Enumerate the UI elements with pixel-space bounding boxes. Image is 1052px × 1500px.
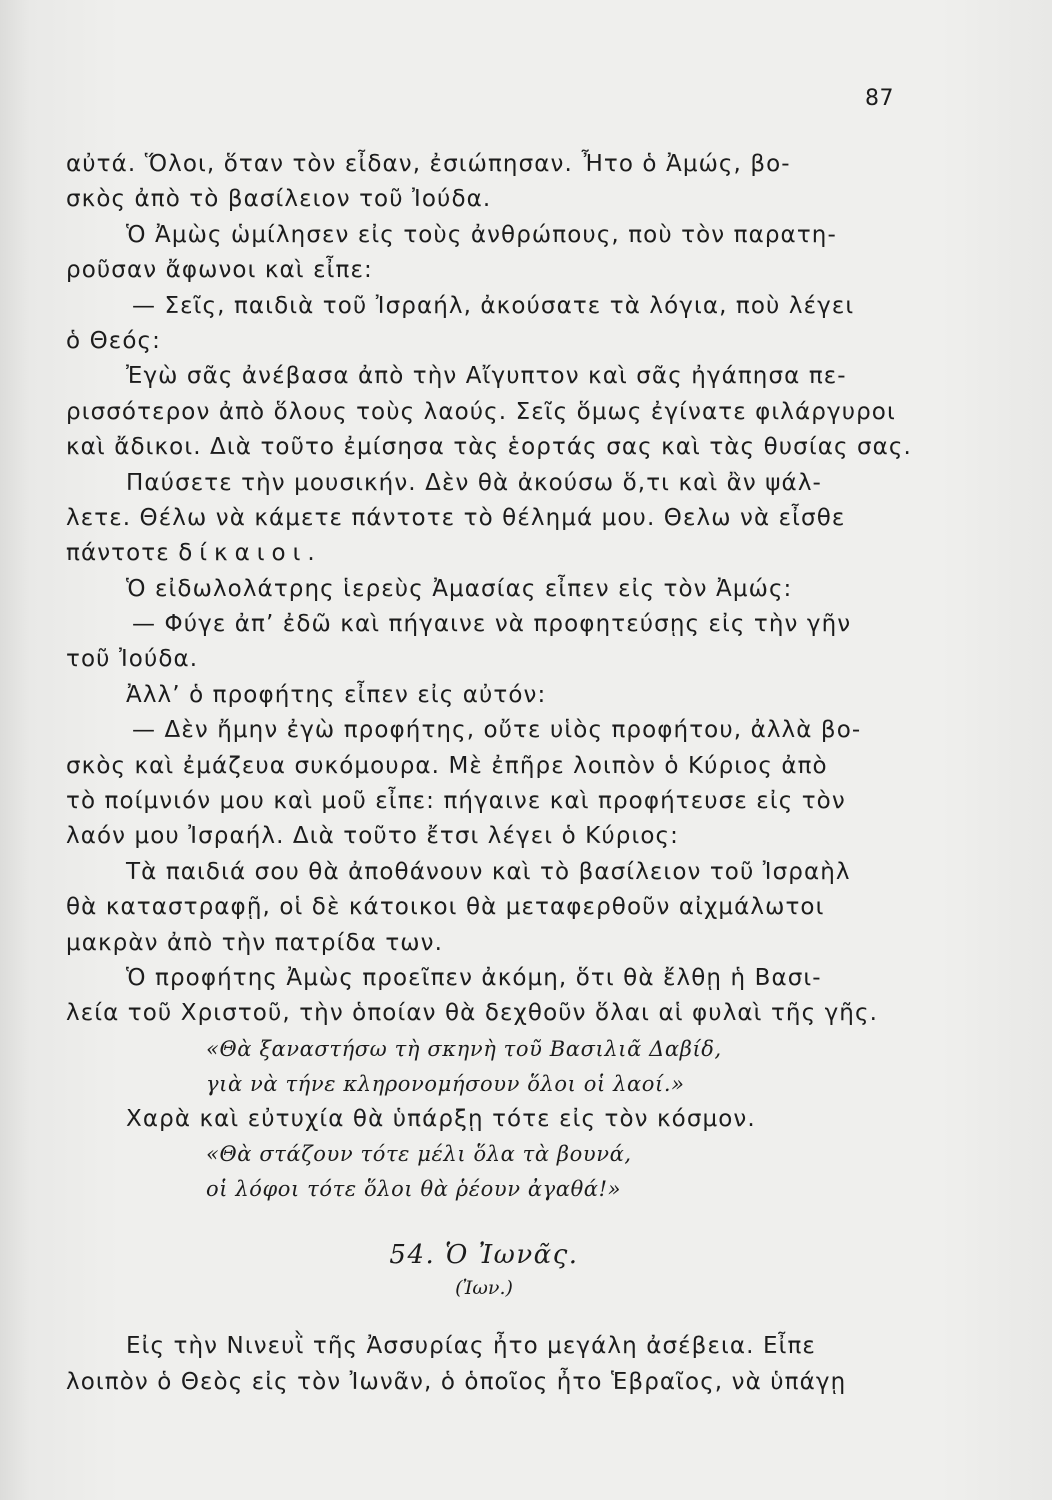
text-line: λοιπὸν ὁ Θεὸς εἰς τὸν Ἰωνᾶν, ὁ ὁποῖος ἦτο Ἑβραῖος, νὰ ὑπάγῃ [66,1368,847,1395]
text-line: σκὸς καὶ ἐμάζευα συκόμουρα. Μὲ ἐπῆρε λοιπὸν ὁ Κύριος ἀπὸ [66,752,828,779]
text-line: ὁ Θεός: [66,327,161,354]
verse-line: οἱ λόφοι τότε ὅλοι θὰ ῥέουν ἀγαθά!» [206,1177,622,1202]
verse-line: γιὰ νὰ τήνε κληρονομήσουν ὅλοι οἱ λαοί.» [206,1071,685,1096]
page-number: 87 [865,86,894,111]
text-line: Ἀλλ’ ὁ προφήτης εἶπεν εἰς αὐτόν: [126,681,547,708]
text-line: λεία τοῦ Χριστοῦ, τὴν ὁποίαν θὰ δεχθοῦν ὅλαι αἱ φυλαὶ τῆς γῆς. [66,1000,878,1027]
text-line: αὐτά. Ὅλοι, ὅταν τὸν εἶδαν, ἐσιώπησαν. Ἦτο ὁ Ἀμώς, βο- [66,151,791,177]
verse-line: «Θὰ στάζουν τότε μέλι ὅλα τὰ βουνά, [206,1142,632,1167]
text-line: ροῦσαν ἄφωνοι καὶ εἶπε: [66,257,373,284]
text-line: σκὸς ἀπὸ τὸ βασίλειον τοῦ Ἰούδα. [66,186,492,213]
text-line: — Δὲν ἤμην ἐγὼ προφήτης, οὔτε υἱὸς προφήτου, ἀλλὰ βο- [132,717,862,744]
body-text [66,147,912,1400]
text-line: ρισσότερον ἀπὸ ὅλους τοὺς λαούς. Σεῖς ὅμως ἐγίνατε φιλάργυροι [66,398,896,425]
text-line: λετε. Θέλω νὰ κάμετε πάντοτε τὸ θέλημά μου. Θελω νὰ εἶσθε [66,504,846,531]
text-line [66,536,902,571]
text-line: Ὁ Ἀμὼς ὡμίλησεν εἰς τοὺς ἀνθρώπους, ποὺ τὸν παρατη- [126,221,837,248]
text-line: Ὁ προφήτης Ἀμὼς προεῖπεν ἀκόμη, ὅτι θὰ ἔλθῃ ἡ Βασι- [126,964,822,991]
text-line: Τὰ παιδιά σου θὰ ἀποθάνουν καὶ τὸ βασίλειον τοῦ Ἰσραὴλ [126,858,851,885]
text-line: Παύσετε τὴν μουσικήν. Δὲν θὰ ἀκούσω ὅ,τι καὶ ἂν ψάλ- [126,469,822,496]
section-title: 54. Ὁ Ἰωνᾶς. [389,1240,579,1271]
text-line: τοῦ Ἰούδα. [66,646,199,673]
text-line: θὰ καταστραφῇ, οἱ δὲ κάτοικοι θὰ μεταφερθοῦν αἰχμάλωτοι [66,894,825,921]
verse-line: «Θὰ ξαναστήσω τὴ σκηνὴ τοῦ Βασιλιᾶ Δαβίδ, [206,1036,722,1061]
text-line: — Σεῖς, παιδιὰ τοῦ Ἰσραήλ, ἀκούσατε τὰ λόγια, ποὺ λέγει [132,292,855,319]
text-line: λαόν μου Ἰσραήλ. Διὰ τοῦτο ἔτσι λέγει ὁ Κύριος: [66,823,679,850]
text-line: μακρὰν ἀπὸ τὴν πατρίδα των. [66,929,443,956]
text-line: Χαρὰ καὶ εὐτυχία θὰ ὑπάρξῃ τότε εἰς τὸν κόσμον. [126,1105,756,1132]
text-line: καὶ ἄδικοι. Διὰ τοῦτο ἐμίσησα τὰς ἑορτάς σας καὶ τὰς θυσίας σας. [66,434,912,461]
text-line: Ὁ εἰδωλολάτρης ἱερεὺς Ἀμασίας εἶπεν εἰς τὸν Ἀμώς: [126,575,793,602]
text-fragment: πάντοτε [66,540,170,567]
emphasized-word: δίκαιοι. [178,540,322,567]
section-reference: (Ἰων.) [455,1277,513,1300]
text-line: τὸ ποίμνιόν μου καὶ μοῦ εἶπε: πήγαινε καὶ προφήτευσε εἰς τὸν [66,788,846,815]
text-line: Ἐγὼ σᾶς ἀνέβασα ἀπὸ τὴν Αἴγυπτον καὶ σᾶς ἠγάπησα πε- [126,363,847,390]
text-line: — Φύγε ἀπ’ ἐδῶ καὶ πήγαινε νὰ προφητεύσῃς εἰς τὴν γῆν [132,611,852,638]
text-line: Εἰς τὴν Νινευῒ τῆς Ἀσσυρίας ἦτο μεγάλη ἀσέβεια. Εἶπε [126,1333,816,1360]
